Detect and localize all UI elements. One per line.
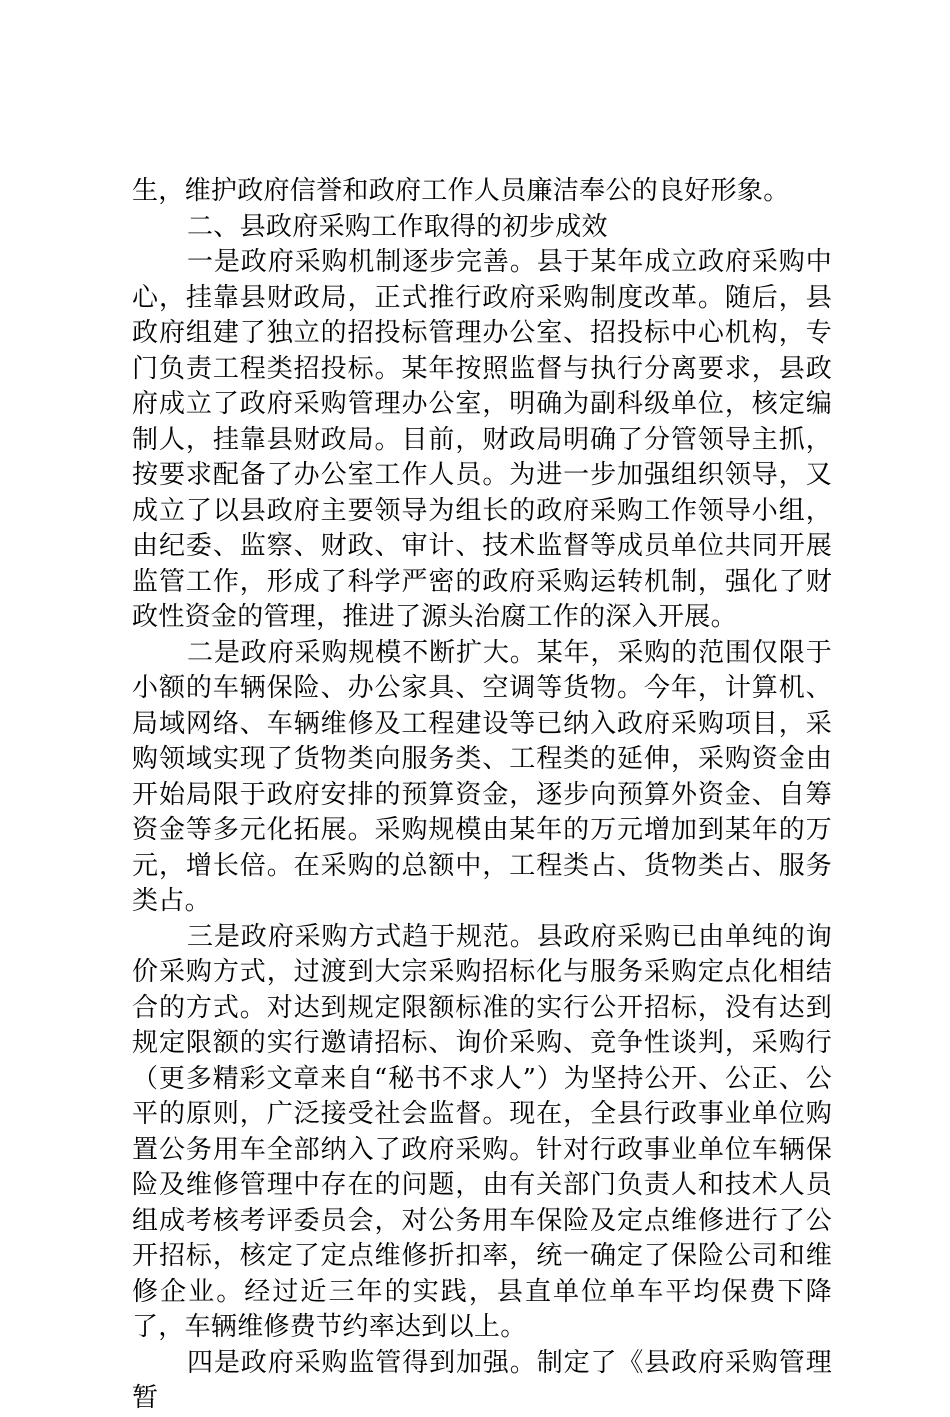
document-body [132, 174, 832, 1417]
section-heading: 二、县政府采购工作取得的初步成效 [187, 211, 608, 242]
paragraph-mechanism: 一是政府采购机制逐步完善。县于某年成立政府采购中心，挂靠县财政局，正式推行政府采购制度改革。随后，县政府组建了独立的招投标管理办公室、招投标中心机构，专门负责工程类招投标。某年按照监督与执行分离要求，县政府成立了政府采购管理办公室，明确为副科级单位，核定编制人，挂靠县财政局。目前，财政局明确了分管领导主抓，按要求配备了办公室工作人员。为进一步加强组织领导，又成立了以县政府主要领导为组长的政府采购工作领导小组，由纪委、监察、财政、审计、技术监督等成员单位共同开展监管工作，形成了科学严密的政府采购运转机制，强化了财政性资金的管理，推进了源头治腐工作的深入开展。 [132, 247, 832, 632]
paragraph-scale: 二是政府采购规模不断扩大。某年，采购的范围仅限于小额的车辆保险、办公家具、空调等货物。今年，计算机、局域网络、车辆维修及工程建设等已纳入政府采购项目，采购领域实现了货物类向服务类、工程类的延伸，采购资金由开始局限于政府安排的预算资金，逐步向预算外资金、自筹资金等多元化拓展。采购规模由某年的万元增加到某年的万元，增长倍。在采购的总额中，工程类占、货物类占、服务类占。 [132, 637, 832, 916]
paragraph-supervision: 四是政府采购监管得到加强。制定了《县政府采购管理暂 [132, 1347, 832, 1413]
paragraph-methods: 三是政府采购方式趋于规范。县政府采购已由单纯的询价采购方式，过渡到大宗采购招标化与服务采购定点化相结合的方式。对达到规定限额标准的实行公开招标，没有达到规定限额的实行邀请招标、询价采购、竞争性谈判，采购行（更多精彩文章来自“秘书不求人”）为坚持公开、公正、公平的原则，广泛接受社会监督。现在，全县行政事业单位购置公务用车全部纳入了政府采购。针对行政事业单位车辆保险及维修管理中存在的问题，由有关部门负责人和技术人员组成考核考评委员会，对公务用车保险及定点维修进行了公开招标，核定了定点维修折扣率，统一确定了保险公司和维修企业。经过近三年的实践，县直单位单车平均保费下降了，车辆维修费节约率达到以上。 [132, 921, 832, 1342]
paragraph-continuation: 生，维护政府信誉和政府工作人员廉洁奉公的良好形象。 [132, 176, 790, 206]
